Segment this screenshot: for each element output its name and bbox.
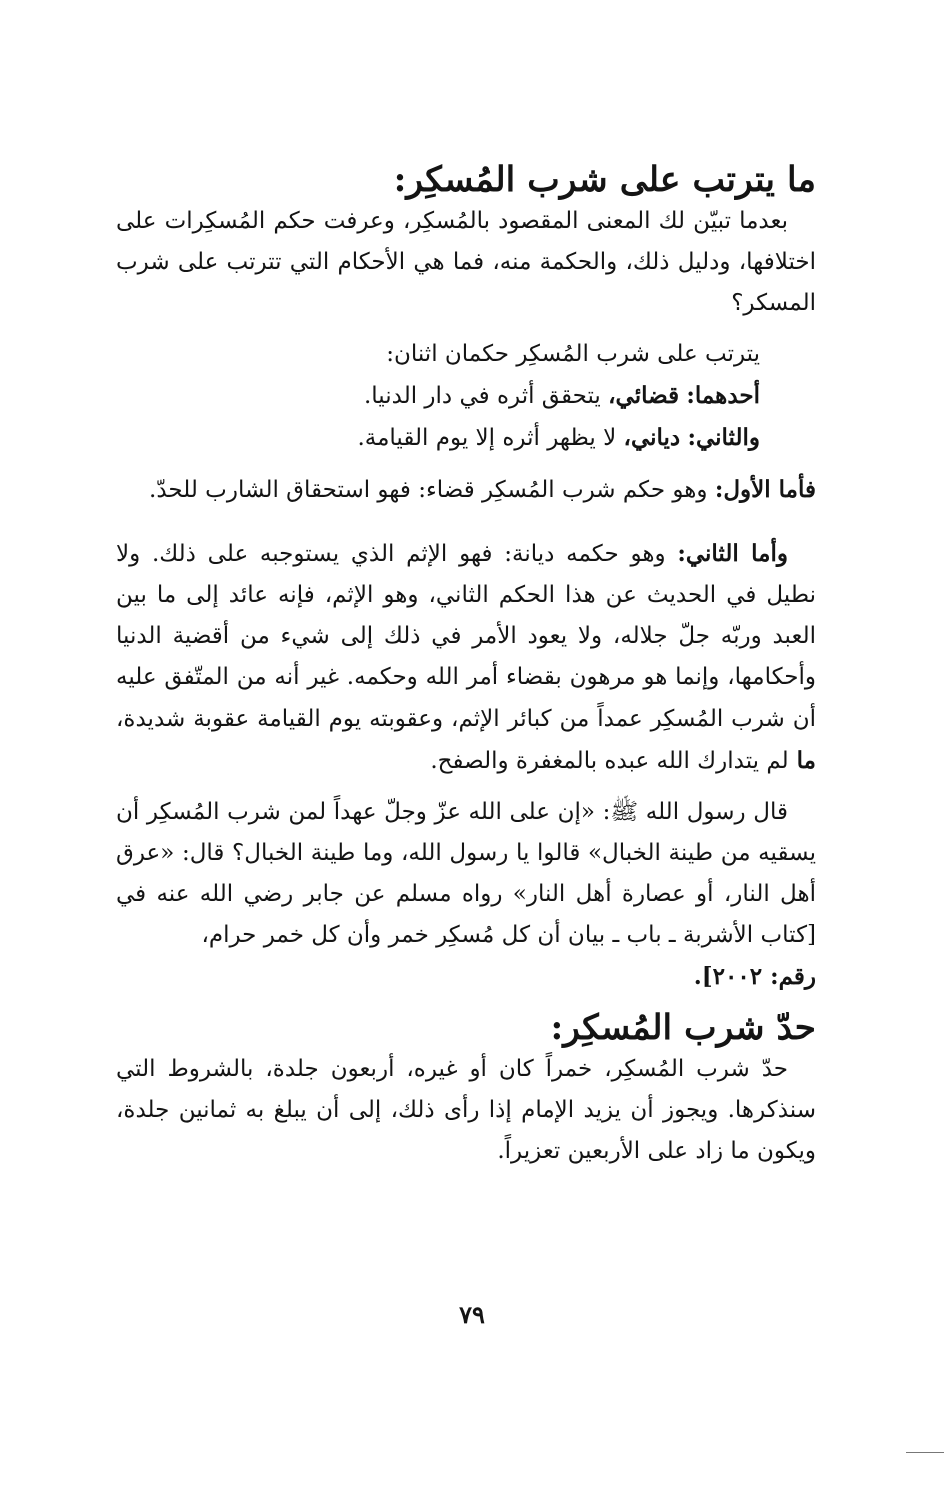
ruling-item-second bbox=[116, 417, 760, 459]
second-ruling-text-end: لم يتدارك الله عبده بالمغفرة والصفح. bbox=[430, 748, 789, 774]
first-ruling-paragraph bbox=[116, 469, 816, 511]
scan-edge-line bbox=[906, 1452, 944, 1453]
ruling-item-second-text: لا يظهر أثره إلا يوم القيامة. bbox=[357, 425, 624, 451]
page-body bbox=[116, 160, 816, 1172]
ruling-item-first-text: يتحقق أثره في دار الدنيا. bbox=[363, 383, 609, 409]
second-ruling-label: وأما الثاني: bbox=[677, 540, 789, 567]
intro-paragraph: بعدما تبيّن لك المعنى المقصود بالمُسكِر، وعرفت حكم المُسكِرات على اختلافها، ودليل ذلك، والحكمة منه، فما هي الأحكام التي تترتب على شرب المسكر؟ bbox=[116, 208, 816, 316]
hadith-reference-number: رقم: ٢٠٠٢]. bbox=[693, 963, 816, 990]
first-ruling-label: فأما الأول: bbox=[714, 476, 816, 503]
penalty-paragraph: حدّ شرب المُسكِر، خمراً كان أو غيره، أربعون جلدة، بالشروط التي سنذكرها. ويجوز أن يزيد الإمام إذا رأى ذلك، إلى أن يبلغ به ثمانين جلدة، ويكون ما زاد على الأربعين تعزيراً. bbox=[116, 1056, 816, 1164]
ruling-item-second-keyword: دياني، bbox=[623, 424, 681, 451]
first-ruling-text: وهو حكم شرب المُسكِر قضاء: فهو استحقاق الشارب للحدّ. bbox=[149, 477, 715, 503]
section-heading-consequences: ما يترتب على شرب المُسكِر: bbox=[393, 160, 816, 200]
ruling-item-first bbox=[116, 375, 760, 417]
page-number: ٧٩ bbox=[459, 1300, 485, 1329]
rulings-list bbox=[116, 334, 816, 459]
rulings-intro: يترتب على شرب المُسكِر حكمان اثنان: bbox=[386, 341, 760, 367]
ruling-item-first-keyword: قضائي، bbox=[608, 382, 680, 409]
ruling-item-second-label: والثاني: bbox=[687, 424, 760, 451]
section-heading-penalty: حدّ شرب المُسكِر: bbox=[550, 1008, 816, 1048]
second-ruling-text: وهو حكمه ديانة: فهو الإثم الذي يستوجبه على ذلك. ولا نطيل في الحديث عن هذا الحكم الثاني، وهو الإثم، فإنه عائد إلى ما بين العبد وربّه جلّ جلاله، ولا يعود الأمر في ذلك إلى شيء من أقضية الدنيا وأحكامها، وإنما هو مرهون بقضاء أمر الله وحكمه. غير أنه من المتّفق عليه أن شرب المُسكِر عمداً من كبائر الإثم، وعقوبته يوم القيامة عقوبة شديدة، bbox=[116, 541, 816, 732]
hadith-text: قال رسول الله ﷺ: «إن على الله عزّ وجلّ عهداً لمن شرب المُسكِر أن يسقيه من طينة الخبال» قالوا يا رسول الله، وما طينة الخبال؟ قال: «عرق أهل النار، أو عصارة أهل النار» رواه مسلم عن جابر رضي الله عنه في [كتاب الأشربة ـ باب ـ بيان أن كل مُسكِر خمر وأن كل خمر حرام، bbox=[116, 799, 816, 948]
hadith-paragraph bbox=[116, 792, 816, 998]
ruling-item-first-label: أحدهما: bbox=[686, 382, 760, 409]
second-ruling-emphasis: ما bbox=[788, 747, 816, 774]
second-ruling-paragraph bbox=[116, 533, 816, 782]
